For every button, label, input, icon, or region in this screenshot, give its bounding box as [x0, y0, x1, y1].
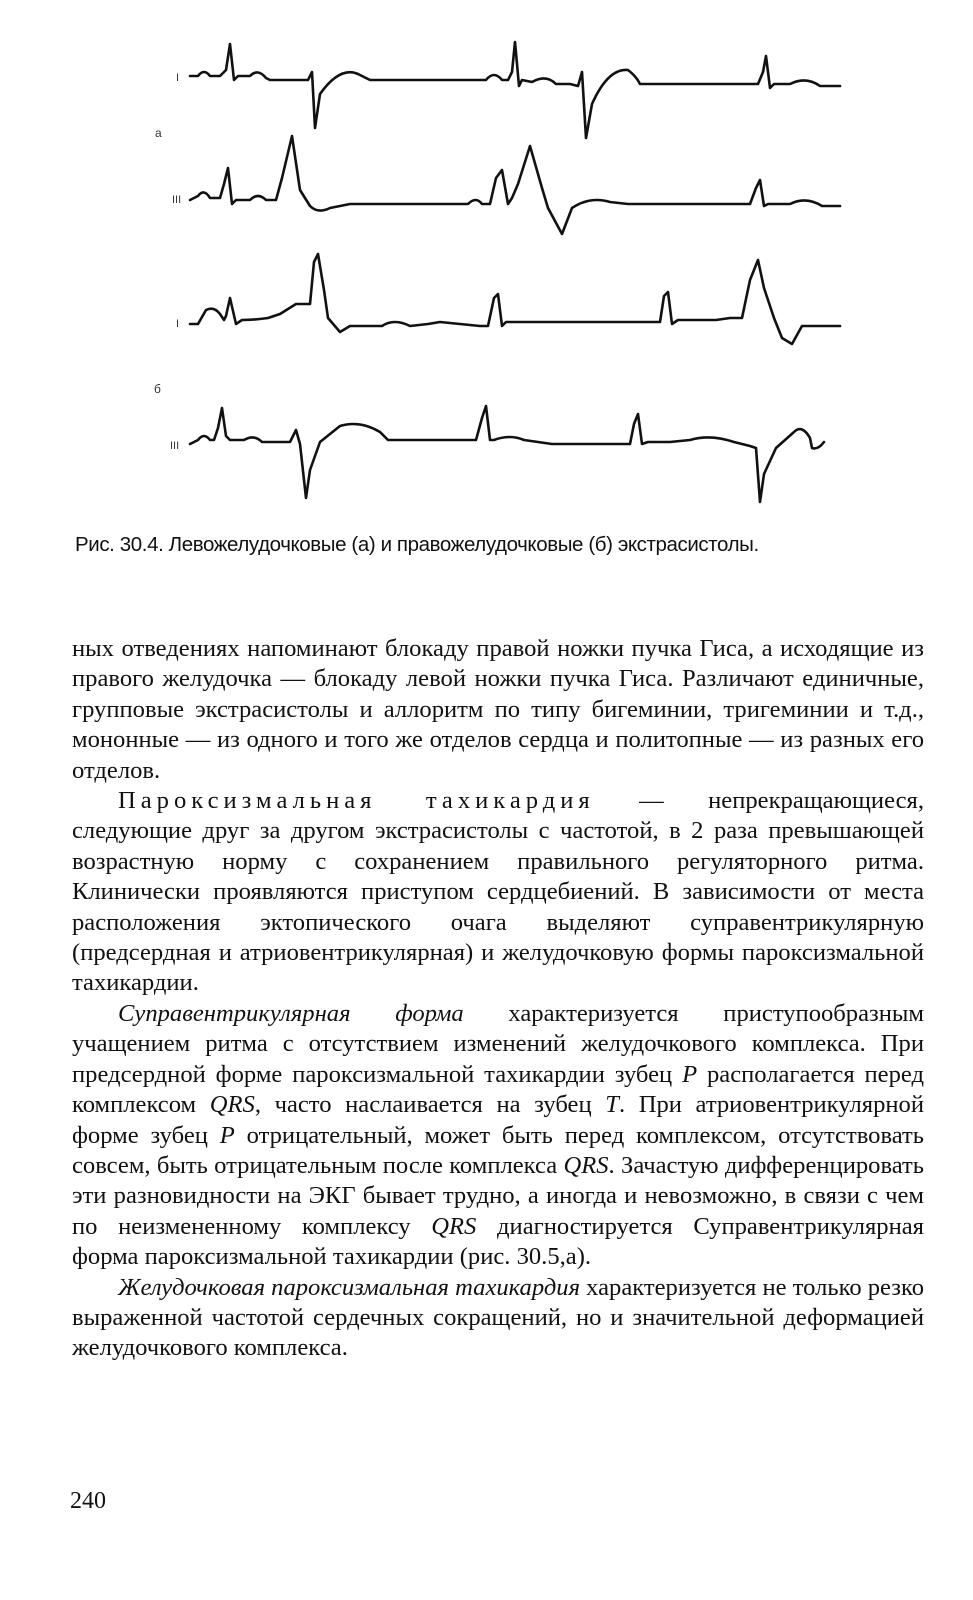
- text-run: Суправентрикулярная форма: [118, 999, 464, 1027]
- body-paragraph: [72, 1273, 924, 1364]
- text-run: Р: [219, 1121, 235, 1149]
- ecg-traces: [150, 28, 860, 528]
- text-run: характеризуется приступообразным учащением ритма с отсутствием изменений желудочкового комплекса. При предсердной форме пароксизмальной тахикардии зубец: [72, 999, 924, 1088]
- text-run: Желудочковая пароксизмальная тахикардия: [118, 1273, 580, 1301]
- ecg-trace-b-lead-1: [190, 254, 840, 344]
- text-run: . Зачастую дифференцировать эти разновидности на ЭКГ бывает трудно, а иногда и невозможно, в связи с чем по неизмененному комплексу: [72, 1151, 924, 1240]
- text-run: отрицательный, может быть перед комплексом, отсутствовать совсем, быть отрицательным после комплекса: [72, 1121, 924, 1179]
- text-run: QRS: [563, 1151, 609, 1179]
- lead-label: III: [172, 194, 182, 206]
- panel-label-a: а: [155, 126, 162, 140]
- figure-caption: Рис. 30.4. Левожелудочковые (а) и правожелудочковые (б) экстрасистолы.: [75, 533, 759, 556]
- text-run: Р: [682, 1060, 698, 1088]
- ecg-trace-a-lead-3: [190, 136, 840, 234]
- text-run: ных отведениях напоминают блокаду правой ножки пучка Гиса, а исходящие из правого желудочка — блокаду левой ножки пучка Гиса. Различают единичные, групповые экстрасистолы и аллоритм по типу бигеминии, тригеминии и т.д., мононные — из одного и того же отделов сердца и политопные — из разных его отделов.: [72, 635, 924, 784]
- body-paragraph: [72, 786, 924, 999]
- ecg-figure: [150, 28, 860, 528]
- lead-label: I: [176, 72, 180, 84]
- body-paragraph: [72, 999, 924, 1273]
- text-run: Т: [605, 1091, 619, 1119]
- text-run: , часто наслаивается на зубец: [254, 1091, 606, 1119]
- body-text: [72, 634, 924, 1364]
- lead-label: I: [176, 318, 180, 330]
- lead-label: III: [170, 440, 180, 452]
- text-run: QRS: [209, 1091, 255, 1119]
- ecg-trace-a-lead-1: [190, 42, 840, 138]
- text-run: — непрекращающиеся, следующие друг за другом экстрасистолы с частотой, в 2 раза превышающей возрастную норму с сохранением правильного регуляторного ритма. Клинически проявляются приступом сердцебиений. В зависимости от места расположения эктопического очага выделяют суправентрикулярную (предсердная и атриовентрикулярная) и желудочковую формы пароксизмальной тахикардии.: [72, 787, 924, 997]
- panel-label-b: б: [154, 382, 161, 396]
- text-run: Пароксизмальная тахикардия: [118, 787, 595, 815]
- text-run: . При атриовентрикулярной форме зубец: [72, 1091, 924, 1149]
- text-run: диагностируется Суправентрикулярная форма пароксизмальной тахикардии (рис. 30.5,а).: [72, 1212, 924, 1271]
- page-number: 240: [70, 1488, 106, 1514]
- body-paragraph: [72, 634, 924, 786]
- text-run: располагается перед комплексом: [72, 1060, 924, 1119]
- text-run: характеризуется не только резко выраженной частотой сердечных сокращений, но и значительной деформацией желудочкового комплекса.: [72, 1273, 924, 1362]
- ecg-trace-b-lead-3: [190, 406, 824, 502]
- text-run: QRS: [431, 1212, 477, 1240]
